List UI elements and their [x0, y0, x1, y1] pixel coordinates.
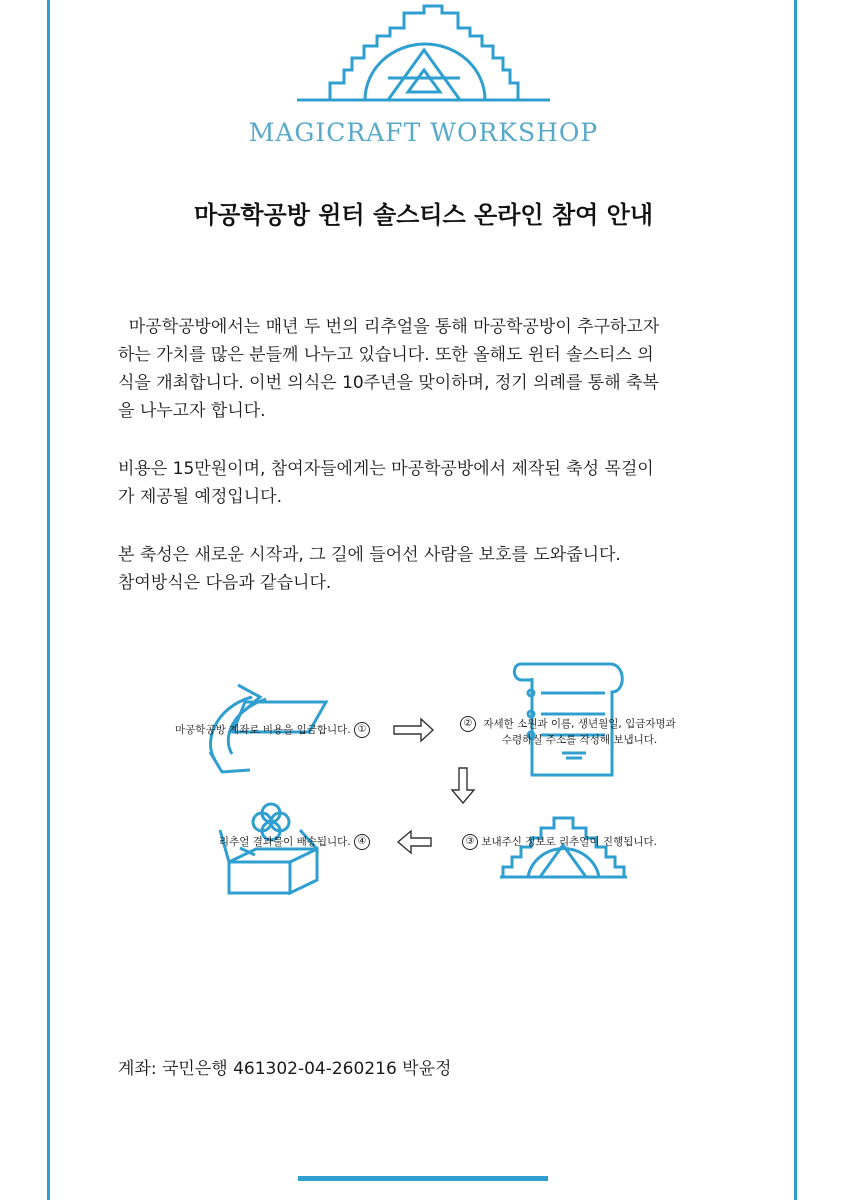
page-title: 마공학공방 윈터 솔스티스 온라인 참여 안내 [193, 201, 654, 229]
arrow-left-icon [398, 831, 431, 853]
paragraph-line: 참여방식은 다음과 같습니다. [118, 573, 332, 593]
step-3-label [462, 834, 702, 850]
paragraph-line: 마공학공방에서는 매년 두 번의 리추얼을 통해 마공학공방이 추구하고자 [118, 317, 660, 337]
paragraph-line: 식을 개최합니다. 이번 의식은 10주년을 맞이하며, 정기 의례를 통해 축복 [118, 373, 659, 393]
step-1-text: 마공학공방 계좌로 비용을 입금합니다. [175, 724, 351, 736]
step-1-number: ① [354, 722, 370, 738]
paragraph-line: 을 나누고자 합니다. [118, 401, 266, 421]
step-1-label [130, 722, 370, 738]
step-2-text-line2: 수령하실 주소를 작성해 보냅니다. [501, 734, 658, 746]
step-2-text-line1: 자세한 소원과 이름, 생년월일, 입금자명과 [483, 718, 676, 730]
bottom-accent-bar [298, 1176, 548, 1181]
paragraph-line: 가 제공될 예정입니다. [118, 487, 283, 507]
bank-account-info: 계좌: 국민은행 461302-04-260216 박윤정 [118, 1059, 452, 1079]
step-4-text: 리추얼 결과물이 배송됩니다. [218, 836, 351, 848]
step-2-label [460, 716, 690, 748]
step-4-number: ④ [354, 834, 370, 850]
step-4-label [150, 834, 370, 850]
paragraph-line: 비용은 15만원이며, 참여자들에게는 마공학공방에서 제작된 축성 목걸이 [118, 459, 654, 479]
brand-name: MAGICRAFT WORKSHOP [248, 118, 599, 147]
arrow-right-icon [394, 719, 433, 741]
arrow-down-icon [452, 768, 474, 803]
step-3-number: ③ [462, 834, 478, 850]
step-3-text: 보내주신 정보로 리추얼이 진행됩니다. [481, 836, 657, 848]
step-2-number: ② [460, 716, 476, 732]
paragraph-line: 하는 가치를 많은 분들께 나누고 있습니다. 또한 올해도 윈터 솔스티스 의 [118, 345, 654, 365]
paragraph-line: 본 축성은 새로운 시작과, 그 길에 들어선 사람을 보호를 도와줍니다. [118, 545, 621, 565]
